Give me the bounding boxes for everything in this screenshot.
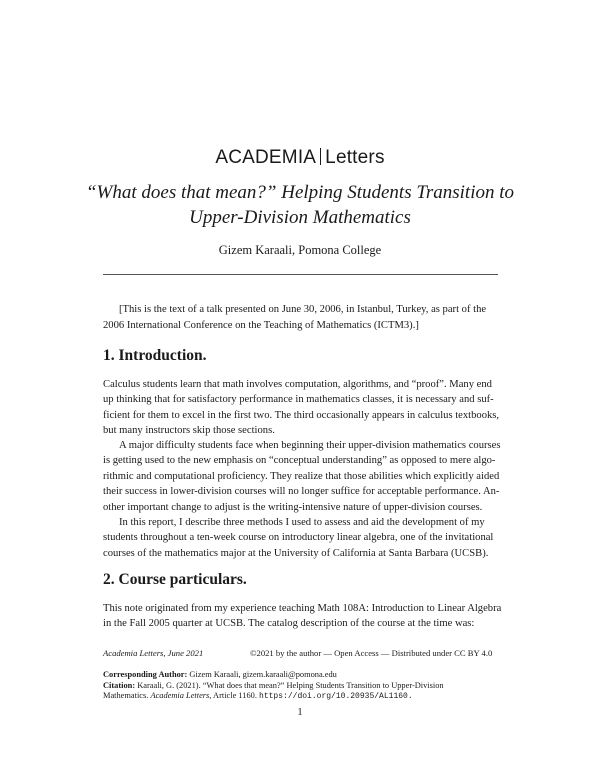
logo-divider	[320, 148, 321, 165]
corresponding-author-line	[103, 670, 498, 681]
paragraph-line: but many instructors skip those sections.	[103, 425, 275, 437]
author-affiliation: Gizem Karaali, Pomona College	[218, 243, 382, 257]
title-divider	[103, 274, 498, 275]
talk-note	[103, 302, 498, 333]
citation-line-1	[103, 681, 498, 692]
paragraph-line: their success in lower-division courses will no longer suffice for acceptable performance. An-	[103, 486, 500, 498]
paragraph-line: rithmic and computational proficiency. They realize that those abilities which explicitly aided	[103, 470, 500, 482]
paragraph-line: up thinking that for satisfactory performance in mathematics classes, it is necessary and suf-	[103, 394, 494, 406]
intro-paragraph-1	[103, 377, 498, 439]
footer-correspondence	[103, 670, 498, 703]
course-paragraph-1	[103, 601, 502, 632]
paragraph-line: A major difficulty students face when beginning their upper-division mathematics courses	[119, 440, 501, 451]
title-line-1: “What does that mean?” Helping Students Transition to	[85, 182, 515, 203]
paper-title	[60, 180, 540, 230]
paragraph-line: In this report, I describe three methods I used to assess and aid the development of my	[119, 517, 485, 528]
title-line-2: Upper-Division Mathematics	[189, 207, 411, 228]
talk-note-line-1: [This is the text of a talk presented on June 30, 2006, in Istanbul, Turkey, as part of the	[119, 304, 487, 315]
paragraph-line: other important change to adjust is the writing-intensive nature of upper-division courses.	[103, 501, 483, 513]
footer-journal-line	[103, 648, 498, 658]
talk-note-line-2: 2006 International Conference on the Teaching of Mathematics (ICTM3).]	[103, 319, 419, 331]
publication-name: ACADEMIA	[215, 147, 317, 168]
academia-letters-logo	[0, 147, 600, 169]
journal-date: Academia Letters, June 2021	[103, 648, 204, 658]
intro-paragraph-2	[103, 438, 501, 515]
paragraph-line: courses of the mathematics major at the University of California at Santa Barbara (UCSB).	[103, 547, 489, 559]
page-number: 1	[297, 707, 303, 718]
paragraph-line: students throughout a ten-week course on introductory linear algebra, one of the invitational	[103, 532, 494, 544]
citation-value: Karaali, G. (2021). “What does that mean?” Helping Students Transition to Upper-Division	[137, 680, 444, 690]
paragraph-line: ficient for them to excel in the first two. The third occasionally appears in calculus textbooks,	[103, 409, 500, 421]
citation-line-2	[103, 691, 498, 703]
paragraph-line: This note originated from my experience teaching Math 108A: Introduction to Linear Algebra	[103, 603, 502, 614]
citation-text-a: Mathematics.	[103, 691, 149, 700]
publication-section: Letters	[325, 147, 385, 168]
section-heading-course-particulars: 2. Course particulars.	[103, 571, 247, 588]
citation-label: Citation:	[103, 680, 136, 690]
corr-label: Corresponding Author:	[103, 670, 188, 679]
intro-paragraph-3	[103, 515, 498, 561]
paragraph-line: in the Fall 2005 quarter at UCSB. The catalog description of the course at the time was:	[103, 618, 475, 630]
citation-text-b: Article 1160.	[213, 691, 257, 700]
doi-link[interactable]: https://doi.org/10.20935/AL1160.	[259, 692, 413, 701]
citation-journal: Academia Letters,	[150, 691, 212, 700]
license-text: ©2021 by the author — Open Access — Distributed under CC BY 4.0	[250, 648, 493, 658]
paragraph-line: Calculus students learn that math involves computation, algorithms, and “proof”. Many end	[103, 379, 492, 390]
paragraph-line: is getting used to the new emphasis on “conceptual understanding” as opposed to mere algo-	[103, 455, 496, 467]
corr-value: Gizem Karaali, gizem.karaali@pomona.edu	[189, 670, 337, 679]
section-heading-introduction: 1. Introduction.	[103, 347, 207, 364]
